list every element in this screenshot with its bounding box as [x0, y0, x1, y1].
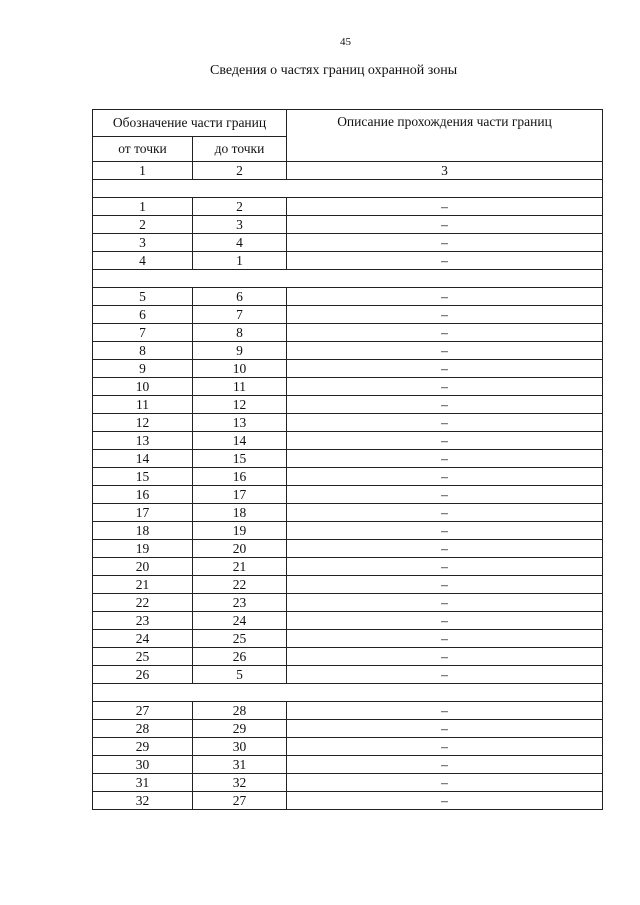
- description-cell: –: [287, 738, 603, 756]
- table-row: [93, 432, 603, 450]
- to-point-cell: 4: [193, 234, 287, 252]
- table-row: [93, 306, 603, 324]
- to-point-cell: 15: [193, 450, 287, 468]
- section-separator-row: [93, 684, 603, 702]
- to-point-cell: 7: [193, 306, 287, 324]
- description-cell: –: [287, 774, 603, 792]
- description-cell: –: [287, 342, 603, 360]
- from-point-cell: 6: [93, 306, 193, 324]
- to-point-cell: 19: [193, 522, 287, 540]
- to-point-cell: 11: [193, 378, 287, 396]
- description-cell: –: [287, 558, 603, 576]
- description-cell: –: [287, 666, 603, 684]
- to-point-cell: 22: [193, 576, 287, 594]
- document-title: Сведения о частях границ охранной зоны: [210, 63, 458, 78]
- table-row: [93, 522, 603, 540]
- from-point-cell: 1: [93, 198, 193, 216]
- description-cell: –: [287, 594, 603, 612]
- description-cell: –: [287, 450, 603, 468]
- to-point-cell: 24: [193, 612, 287, 630]
- table-body: [93, 180, 603, 810]
- to-point-cell: 18: [193, 504, 287, 522]
- description-cell: –: [287, 432, 603, 450]
- from-point-cell: 11: [93, 396, 193, 414]
- to-point-cell: 27: [193, 792, 287, 810]
- from-point-cell: 7: [93, 324, 193, 342]
- header-boundary-designation: Обозначение части границ: [93, 110, 287, 137]
- from-point-cell: 12: [93, 414, 193, 432]
- description-cell: –: [287, 576, 603, 594]
- from-point-cell: 8: [93, 342, 193, 360]
- table-row: [93, 252, 603, 270]
- description-cell: –: [287, 360, 603, 378]
- from-point-cell: 29: [93, 738, 193, 756]
- table-row: [93, 450, 603, 468]
- from-point-cell: 4: [93, 252, 193, 270]
- section-separator-cell: [93, 270, 603, 288]
- description-cell: –: [287, 486, 603, 504]
- description-cell: –: [287, 720, 603, 738]
- from-point-cell: 2: [93, 216, 193, 234]
- from-point-cell: 13: [93, 432, 193, 450]
- to-point-cell: 23: [193, 594, 287, 612]
- to-point-cell: 20: [193, 540, 287, 558]
- to-point-cell: 6: [193, 288, 287, 306]
- table-row: [93, 774, 603, 792]
- to-point-cell: 1: [193, 252, 287, 270]
- table-row: [93, 234, 603, 252]
- table-row: [93, 666, 603, 684]
- description-cell: –: [287, 252, 603, 270]
- from-point-cell: 21: [93, 576, 193, 594]
- table-row: [93, 612, 603, 630]
- table-row: [93, 198, 603, 216]
- from-point-cell: 14: [93, 450, 193, 468]
- to-point-cell: 31: [193, 756, 287, 774]
- description-cell: –: [287, 288, 603, 306]
- description-cell: –: [287, 378, 603, 396]
- table-row: [93, 702, 603, 720]
- boundary-parts-table: [92, 109, 603, 810]
- to-point-cell: 5: [193, 666, 287, 684]
- to-point-cell: 16: [193, 468, 287, 486]
- from-point-cell: 24: [93, 630, 193, 648]
- table-row: [93, 576, 603, 594]
- from-point-cell: 17: [93, 504, 193, 522]
- from-point-cell: 19: [93, 540, 193, 558]
- section-separator-row: [93, 270, 603, 288]
- description-cell: –: [287, 468, 603, 486]
- table-row: [93, 396, 603, 414]
- to-point-cell: 3: [193, 216, 287, 234]
- table-row: [93, 342, 603, 360]
- section-separator-cell: [93, 684, 603, 702]
- to-point-cell: 17: [193, 486, 287, 504]
- description-cell: –: [287, 234, 603, 252]
- to-point-cell: 25: [193, 630, 287, 648]
- description-cell: –: [287, 648, 603, 666]
- from-point-cell: 23: [93, 612, 193, 630]
- to-point-cell: 10: [193, 360, 287, 378]
- to-point-cell: 13: [193, 414, 287, 432]
- to-point-cell: 28: [193, 702, 287, 720]
- to-point-cell: 21: [193, 558, 287, 576]
- to-point-cell: 8: [193, 324, 287, 342]
- page-number: 45: [340, 36, 351, 48]
- from-point-cell: 22: [93, 594, 193, 612]
- table-row: [93, 360, 603, 378]
- to-point-cell: 2: [193, 198, 287, 216]
- column-number: 2: [193, 162, 287, 180]
- section-separator-cell: [93, 180, 603, 198]
- from-point-cell: 16: [93, 486, 193, 504]
- table-row: [93, 324, 603, 342]
- column-number: 3: [287, 162, 603, 180]
- table-row: [93, 288, 603, 306]
- description-cell: –: [287, 612, 603, 630]
- to-point-cell: 32: [193, 774, 287, 792]
- table-row: [93, 630, 603, 648]
- from-point-cell: 28: [93, 720, 193, 738]
- from-point-cell: 31: [93, 774, 193, 792]
- header-description: Описание прохождения части границ: [287, 110, 603, 162]
- description-cell: –: [287, 216, 603, 234]
- table-row: [93, 414, 603, 432]
- column-number: 1: [93, 162, 193, 180]
- table-row: [93, 378, 603, 396]
- to-point-cell: 26: [193, 648, 287, 666]
- description-cell: –: [287, 702, 603, 720]
- from-point-cell: 3: [93, 234, 193, 252]
- to-point-cell: 14: [193, 432, 287, 450]
- description-cell: –: [287, 792, 603, 810]
- from-point-cell: 9: [93, 360, 193, 378]
- from-point-cell: 27: [93, 702, 193, 720]
- table-row: [93, 216, 603, 234]
- description-cell: –: [287, 756, 603, 774]
- header-to-point: до точки: [193, 137, 287, 162]
- header-from-point: от точки: [93, 137, 193, 162]
- table-row: [93, 594, 603, 612]
- table-row: [93, 486, 603, 504]
- from-point-cell: 15: [93, 468, 193, 486]
- description-cell: –: [287, 504, 603, 522]
- to-point-cell: 12: [193, 396, 287, 414]
- from-point-cell: 32: [93, 792, 193, 810]
- table-row: [93, 558, 603, 576]
- table-row: [93, 738, 603, 756]
- from-point-cell: 20: [93, 558, 193, 576]
- to-point-cell: 9: [193, 342, 287, 360]
- from-point-cell: 18: [93, 522, 193, 540]
- description-cell: –: [287, 324, 603, 342]
- table-row: [93, 504, 603, 522]
- to-point-cell: 29: [193, 720, 287, 738]
- description-cell: –: [287, 630, 603, 648]
- to-point-cell: 30: [193, 738, 287, 756]
- from-point-cell: 26: [93, 666, 193, 684]
- description-cell: –: [287, 396, 603, 414]
- from-point-cell: 5: [93, 288, 193, 306]
- table-row: [93, 756, 603, 774]
- table-row: [93, 468, 603, 486]
- table-row: [93, 540, 603, 558]
- table-row: [93, 720, 603, 738]
- description-cell: –: [287, 414, 603, 432]
- from-point-cell: 30: [93, 756, 193, 774]
- description-cell: –: [287, 540, 603, 558]
- table-row: [93, 792, 603, 810]
- from-point-cell: 25: [93, 648, 193, 666]
- description-cell: –: [287, 198, 603, 216]
- description-cell: –: [287, 306, 603, 324]
- description-cell: –: [287, 522, 603, 540]
- from-point-cell: 10: [93, 378, 193, 396]
- table-row: [93, 648, 603, 666]
- section-separator-row: [93, 180, 603, 198]
